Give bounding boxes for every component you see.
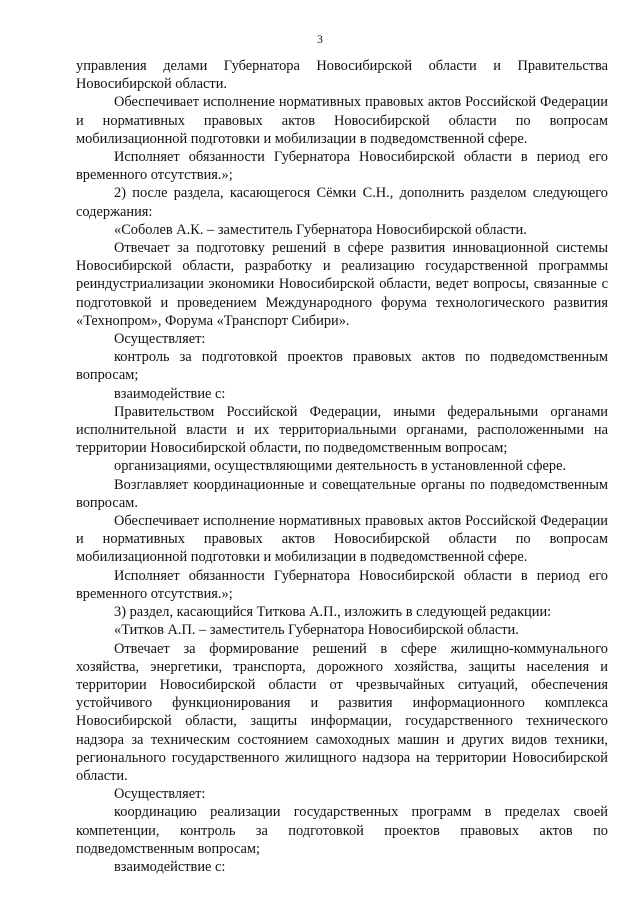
paragraph: управления делами Губернатора Новосибирской области и Правительства Новосибирской области.: [76, 58, 608, 93]
paragraph: 2) после раздела, касающегося Сёмки С.Н., дополнить разделом следующего содержания:: [76, 185, 608, 220]
document-body: [76, 57, 608, 876]
paragraph: «Титков А.П. – заместитель Губернатора Новосибирской области.: [114, 622, 519, 639]
page-number: 3: [317, 34, 323, 46]
paragraph: Возглавляет координационные и совещательные органы по подведомственным вопросам.: [76, 476, 608, 511]
paragraph: Осуществляет:: [114, 786, 206, 803]
paragraph: Осуществляет:: [114, 331, 206, 348]
paragraph: Исполняет обязанности Губернатора Новосибирской области в период его временного отсутствия.»;: [76, 149, 608, 184]
paragraph: «Соболев А.К. – заместитель Губернатора Новосибирской области.: [114, 221, 527, 238]
paragraph: взаимодействие с:: [114, 385, 226, 402]
paragraph: Обеспечивает исполнение нормативных правовых актов Российской Федерации и нормативных правовых актов Новосибирской области по вопросам мобилизационной подготовки и мобилизации в подведомственной сфере.: [76, 94, 608, 147]
paragraph: 3) раздел, касающийся Титкова А.П., изложить в следующей редакции:: [114, 604, 552, 621]
paragraph: взаимодействие с:: [114, 858, 226, 875]
paragraph: организациями, осуществляющими деятельность в установленной сфере.: [114, 458, 567, 475]
paragraph: координацию реализации государственных программ в пределах своей компетенции, контроль за подготовкой проектов правовых актов по подведомственным вопросам;: [76, 804, 608, 857]
paragraph: Отвечает за подготовку решений в сфере развития инновационной системы Новосибирской области, разработку и реализацию государственной программы реиндустриализации экономики Новосибирской области, ведет вопросы, связанные с подготовкой и проведением Международного форума технологического развития «Технопром», Форума «Транспорт Сибири».: [76, 240, 608, 329]
paragraph: Правительством Российской Федерации, иными федеральными органами исполнительной власти и их территориальными органами, расположенными на территории Новосибирской области, по подведомственным вопросам;: [76, 403, 608, 457]
paragraph: Исполняет обязанности Губернатора Новосибирской области в период его временного отсутствия.»;: [76, 567, 608, 602]
paragraph: контроль за подготовкой проектов правовых актов по подведомственным вопросам;: [76, 349, 608, 384]
paragraph: Отвечает за формирование решений в сфере жилищно-коммунального хозяйства, энергетики, транспорта, дорожного хозяйства, защиты населения и территории Новосибирской области от чрезвычайных ситуаций, обеспечения устойчивого функционирования и развития информационного комплекса Новосибирской области, защиты информации, государственного технического надзора за техническим состоянием самоходных машин и других видов техники, регионального государственного жилищного надзора на территории Новосибирской области.: [76, 640, 608, 784]
paragraph: Обеспечивает исполнение нормативных правовых актов Российской Федерации и нормативных правовых актов Новосибирской области по вопросам мобилизационной подготовки и мобилизации в подведомственной сфере.: [76, 513, 608, 566]
